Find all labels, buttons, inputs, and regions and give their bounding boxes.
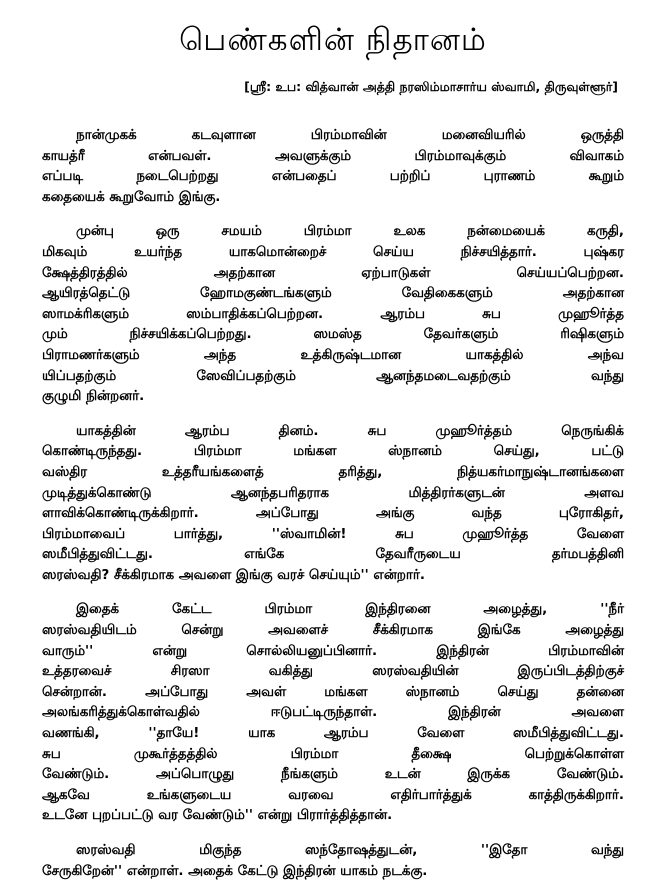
paragraph: [42, 422, 624, 587]
paragraph: [42, 841, 624, 882]
text-line: இதைக் கேட்ட பிரம்மா இந்திரனை அழைத்து, ''நீர்: [76, 602, 624, 618]
article-title: பெண்களின் நிதானம்: [179, 22, 487, 58]
text-line: காயத்ரீ என்பவள். அவளுக்கும் பிரம்மாவுக்கும் விவாகம்: [42, 148, 624, 164]
text-line: ஸரஸ்வதியிடம் சென்று அவளைச் சீக்கிரமாக இங்கே அழைத்து: [42, 623, 624, 639]
text-line: வாரும்'' என்று சொல்லியனுப்பினார். இந்திரன் பிரம்மாவின்: [42, 643, 624, 659]
text-line: மும் நிச்சயிக்கப்பெற்றது. ஸமஸ்த தேவர்களும் ரிஷிகளும்: [42, 327, 624, 343]
text-line: க்ஷேத்திரத்தில் அதற்கான ஏற்பாடுகள் செய்யப்பெற்றன.: [42, 265, 624, 281]
text-line: சுப முகூர்த்தத்தில் பிரம்மா தீக்ஷை பெற்றுக்கொள்ள: [42, 746, 624, 762]
text-line: கொண்டிருந்தது. பிரம்மா மங்கள ஸ்நானம் செய்து, பட்டு: [42, 444, 624, 460]
text-line: வேண்டும். அப்பொழுது நீங்களும் உடன் இருக்க வேண்டும்.: [42, 767, 624, 783]
text-line: உடனே புறப்பட்டு வர வேண்டும்'' என்று பிரார்த்தித்தான்.: [42, 808, 393, 824]
text-line: ஸரஸ்வதி? சீக்கிரமாக அவளை இங்கு வரச் செய்யும்'' என்றார்.: [42, 567, 425, 583]
article-body: [42, 126, 624, 882]
author-byline: [ஸ்ரீ: உப: வித்வான் அத்தி நரஸிம்மாசார்ய ஸ்வாமி, திருவுள்ளூர்]: [244, 79, 618, 94]
text-line: குழுமி நின்றனர்.: [42, 389, 145, 405]
text-line: சென்றான். அப்போது அவள் மங்கள ஸ்நானம் செய்து தன்னை: [42, 684, 624, 700]
text-line: சேருகிறேன்'' என்றாள். அதைக் கேட்டு இந்திரன் யாகம் நடக்கு.: [42, 863, 428, 879]
text-line: ஆகவே உங்களுடைய வரவை எதிர்பார்த்துக் காத்திருக்கிறார்.: [42, 787, 624, 803]
text-line: எப்படி நடைபெற்றது என்பதைப் பற்றிப் புராணம் கூறும்: [42, 169, 624, 185]
text-line: நான்முகக் கடவுளான பிரம்மாவின் மனைவியரில் ஒருத்தி: [76, 128, 624, 143]
text-line: பிரம்மாவைப் பார்த்து, ''ஸ்வாமின்! சுப முஹூர்த்த வேளை: [42, 526, 624, 542]
text-line: யாகத்தின் ஆரம்ப தினம். சுப முஹூர்த்தம் நெருங்கிக்: [76, 423, 624, 439]
text-line: ஆயிரத்தெட்டு ஹோமகுண்டங்களும் வேதிகைகளும் அதற்கான: [42, 286, 624, 302]
text-line: யிப்பதற்கும் ஸேவிப்பதற்கும் ஆனந்தமடைவதற்கும் வந்து: [42, 368, 624, 384]
text-line: ஸரஸ்வதி மிகுந்த ஸந்தோஷத்துடன், ''இதோ வந்து: [76, 843, 624, 858]
paragraph: [42, 222, 624, 407]
text-line: உத்தரவைச் சிரஸா வகித்து ஸரஸ்வதியின் இருப்பிடத்திற்குச்: [42, 664, 624, 680]
text-line: வஸ்திர உத்தரீயங்களைத் தரித்து, நித்யகர்மாநுஷ்டானங்களை: [42, 464, 624, 480]
text-line: ளாவிக்கொண்டிருக்கிறார். அப்போது அங்கு வந்த புரோகிதர்,: [42, 506, 624, 522]
text-line: கதையைக் கூறுவோம் இங்கு.: [42, 189, 221, 205]
text-line: முடித்துக்கொண்டு ஆனந்தபரிதராக மித்திரர்களுடன் அளவ: [42, 485, 624, 501]
text-line: ஸமீபித்துவிட்டது. எங்கே தேவரீருடைய தர்மபத்தினி: [42, 547, 624, 563]
text-line: வணங்கி, ''தாயே! யாக ஆரம்ப வேளை ஸமீபித்துவிட்டது.: [42, 726, 624, 742]
text-line: பிராமணர்களும் அந்த உத்கிருஷ்டமான யாகத்தில் அந்வ: [42, 347, 624, 363]
paragraph: [42, 126, 624, 208]
text-line: ஸாமக்ரிகளும் ஸம்பாதிக்கப்பெற்றன. ஆரம்ப சுப முஹூர்த்த: [42, 306, 624, 322]
paragraph: [42, 600, 624, 827]
text-line: அலங்கரித்துக்கொள்வதில் ஈடுபட்டிருந்தாள். இந்திரன் அவளை: [42, 705, 624, 721]
text-line: மிகவும் உயர்ந்த யாகமொன்றைச் செய்ய நிச்சயித்தார். புஷ்கர: [42, 244, 624, 260]
text-line: முன்பு ஒரு சமயம் பிரம்மா உலக நன்மையைக் கருதி,: [76, 224, 624, 240]
